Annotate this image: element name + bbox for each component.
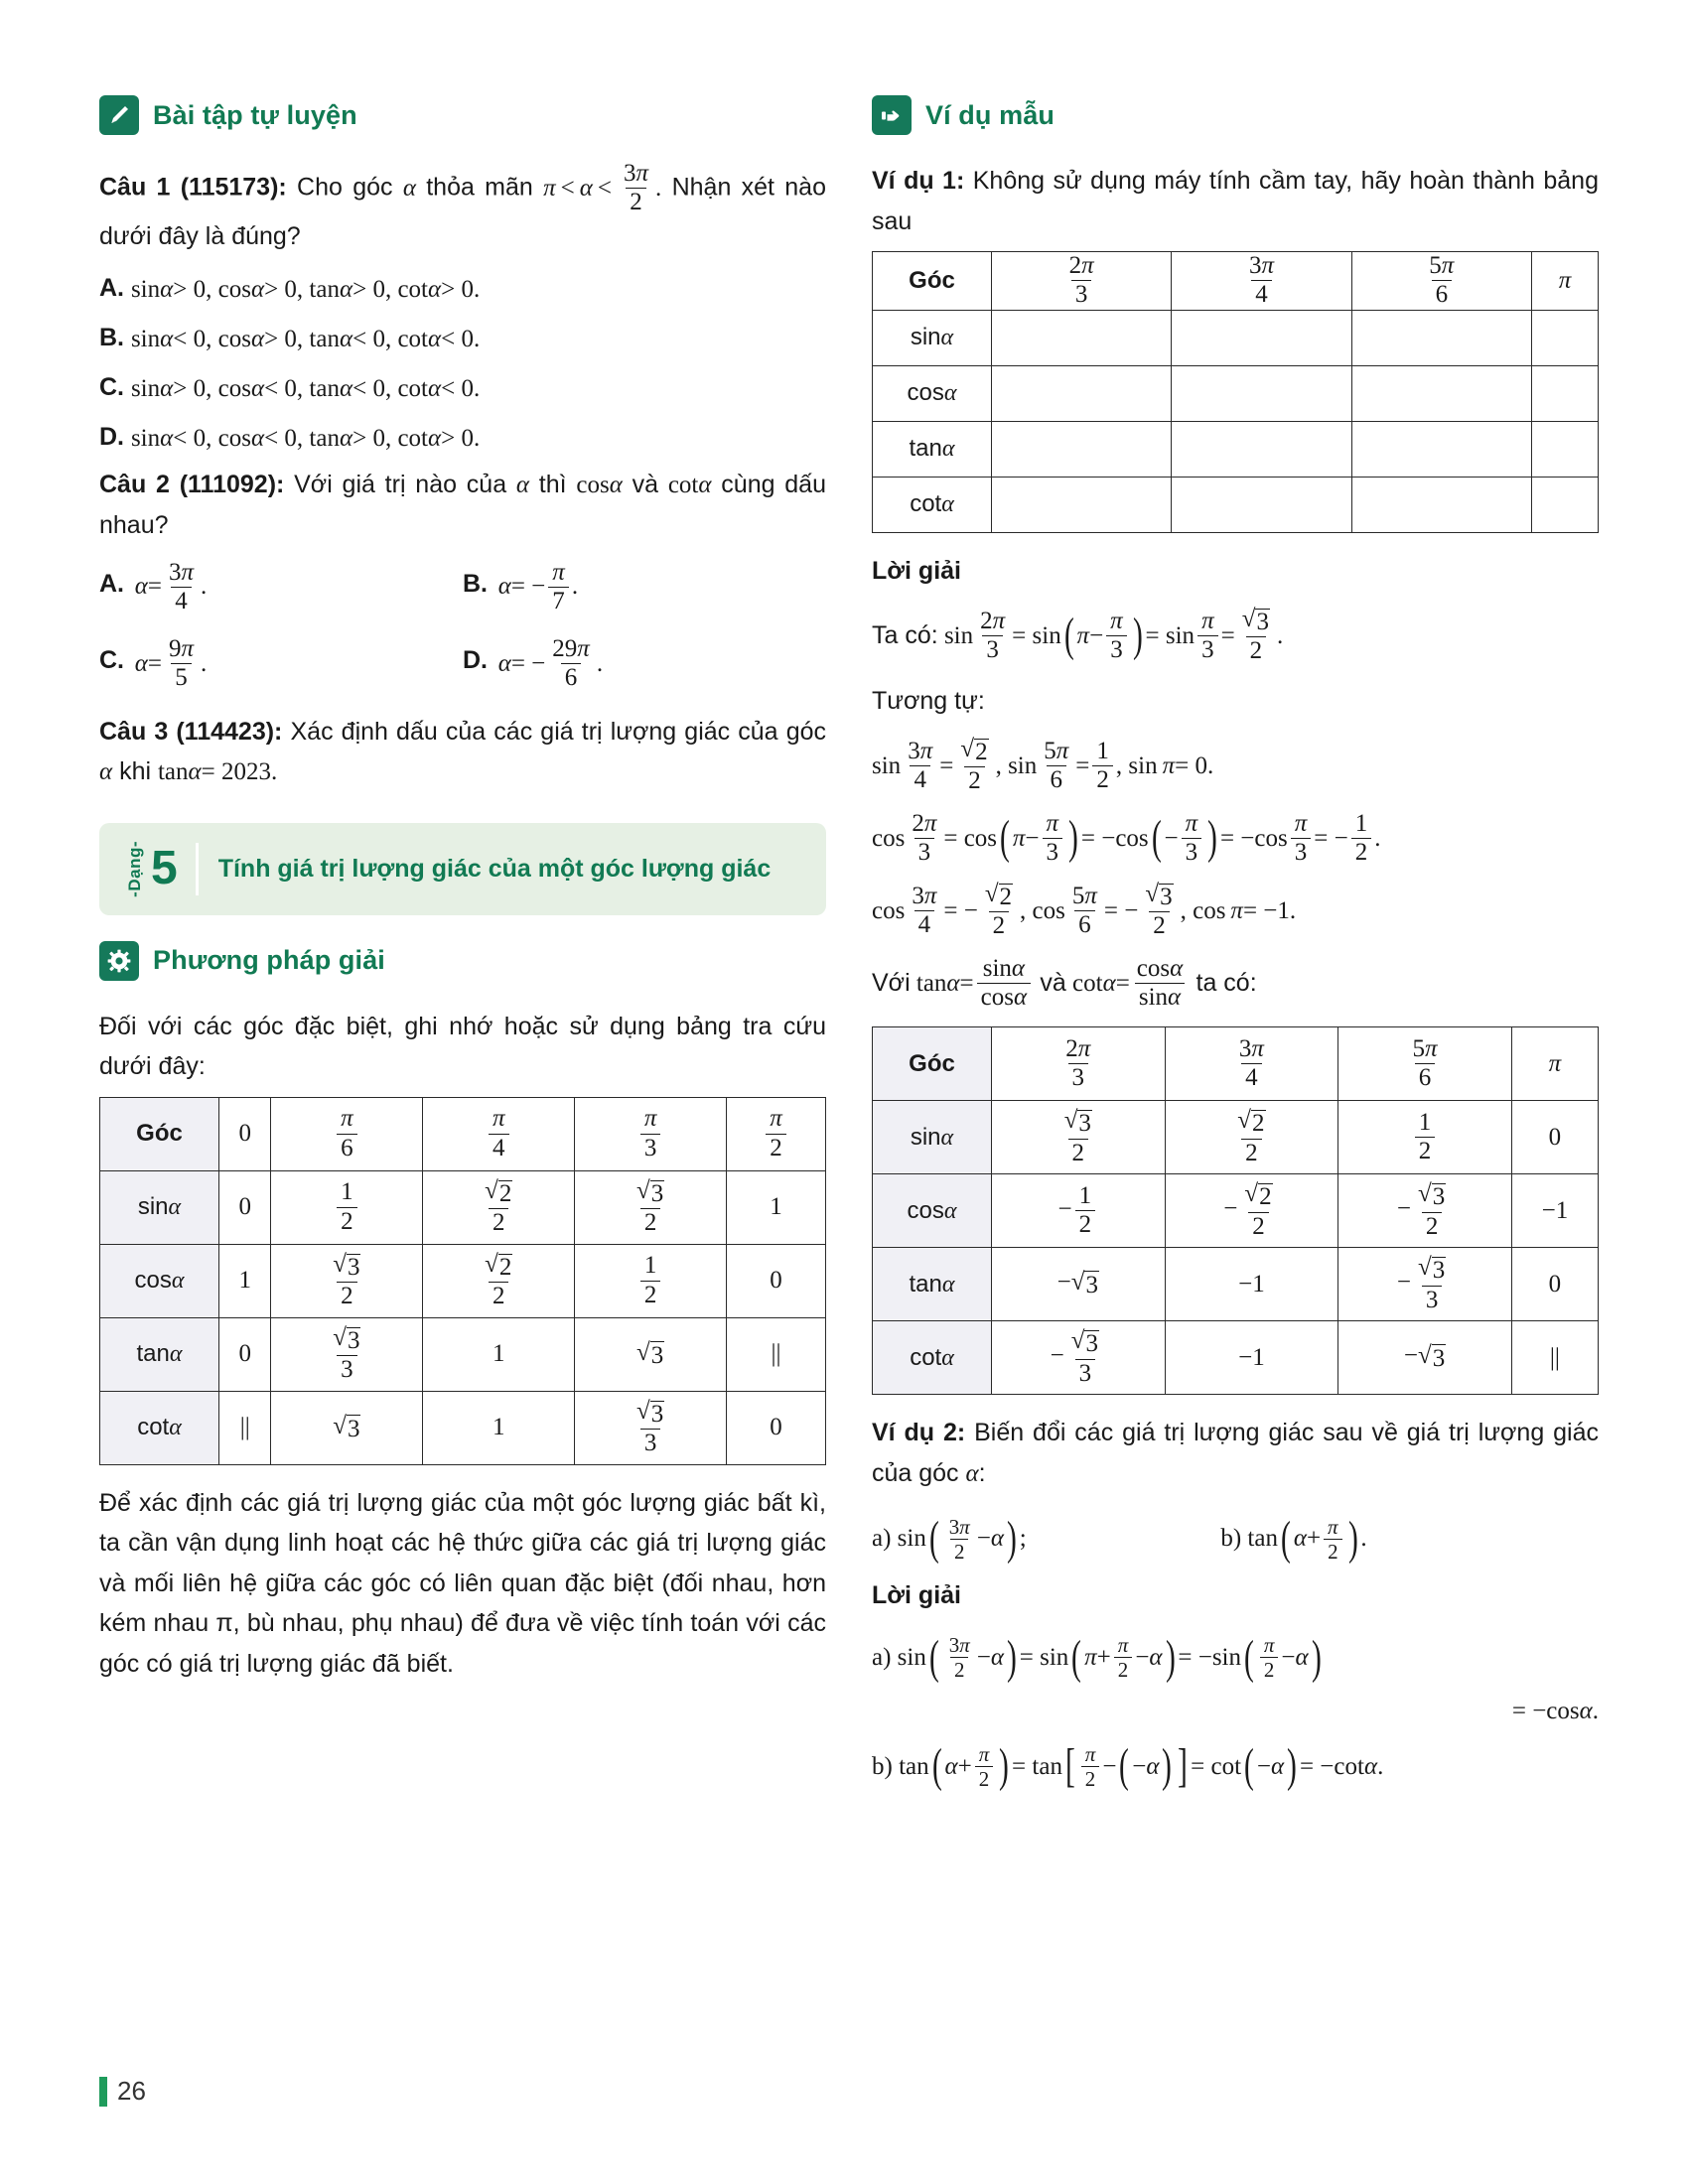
dang-number-group — [119, 841, 196, 897]
cau1-option-b: B. sin α < 0, cos α > 0, tan α < 0, cot α < 0. — [99, 324, 481, 352]
cau3-label: Câu 3 (114423): — [99, 717, 283, 746]
cau1-option-c: C. sin α > 0, cos α < 0, tan α < 0, cot α < 0. — [99, 373, 481, 402]
cau1-option-a: A. sin α > 0, cos α > 0, tan α > 0, cot α > 0. — [99, 274, 481, 303]
cell: − √ 2 2 — [1165, 1174, 1338, 1248]
left-column — [99, 95, 826, 1809]
table-header-goc: Góc — [873, 1027, 992, 1101]
vidu2-parts — [872, 1512, 1599, 1566]
cell: 0 — [727, 1244, 826, 1317]
cell: − √ 3 3 — [992, 1321, 1166, 1395]
row-label-cos: cosα — [873, 365, 992, 421]
row-label-tan: tanα — [873, 421, 992, 477]
solution-line-2: sin $\frac{3\pi}{4}$ = √ 2 2 , sin $\frac{5\pi}{6}$ = $\frac{1}{2}$ , sin π = 0. — [872, 736, 1214, 795]
cell: −1 — [1165, 1248, 1338, 1321]
loigiai-label-1: Lời giải — [872, 556, 962, 585]
cell: 1 — [727, 1170, 826, 1244]
solution-line-4: cos $\frac{3\pi}{4}$ = − √ 2 2 , cos $\frac{5\pi}{6}$ = − √ 3 2 , cos π = −1. — [872, 881, 1297, 940]
cau2-option-a: A. α = $\frac{3\pi}{4}$ . — [99, 558, 208, 614]
dang-title: Tính giá trị lượng giác của một góc lượng giác — [217, 854, 772, 883]
cell: $\frac{1}{2}$ — [271, 1170, 423, 1244]
pen-icon — [99, 95, 139, 135]
section-header-phuongphap — [99, 941, 826, 981]
solution2-line-a: a) sin ( $\frac{3\pi}{2}$ − α ) = sin ( π + $\frac{\pi}{2}$ − α ) = −sin ( $\frac{\pi}{2}$ − α ) — [872, 1631, 1322, 1684]
gear-icon — [99, 941, 139, 981]
cell: 0 — [1511, 1101, 1598, 1174]
cell: √ 2 2 — [1165, 1101, 1338, 1174]
table-row — [873, 1248, 1599, 1321]
cell — [1172, 365, 1351, 421]
table-col-3pi4: $\frac{3\pi}{4}$ — [1172, 252, 1351, 311]
cell: √ 3 3 — [575, 1391, 727, 1464]
cau2-option-d: D. α = − $\frac{29\pi}{6}$ . — [463, 635, 604, 692]
cell: √ 3 2 — [992, 1101, 1166, 1174]
row-label-cot: cotα — [100, 1391, 219, 1464]
table-row — [873, 1321, 1599, 1395]
cell: || — [219, 1391, 271, 1464]
solution-tuongtu: Tương tự: — [872, 686, 985, 715]
table-col-pi3: $\frac{\pi}{3}$ — [575, 1097, 727, 1170]
section-title: Ví dụ mẫu — [925, 99, 1055, 130]
hand-point-icon — [872, 95, 912, 135]
method-outro: Để xác định các giá trị lượng giác của một góc lượng giác bất kì, ta cần vận dụng linh hoạt các hệ thức giữa các giá trị lượng giác và mối liên hệ giữa các góc có liên quan đặc biệt (đối nhau, hơn kém nhau π, bù nhau, phụ nhau) để đưa về việc tính toán với các góc có giá trị lượng giác đã biết. — [99, 1488, 826, 1678]
row-label-tan: tanα — [873, 1248, 992, 1321]
table-row — [873, 1174, 1599, 1248]
cell: √ 3 — [271, 1391, 423, 1464]
cell: 1 — [423, 1391, 575, 1464]
vidu2-part-a: a) sin ( $\frac{3\pi}{2}$ − α ) ; — [872, 1513, 1027, 1566]
table-row — [873, 1101, 1599, 1174]
cau2-options-row-1 — [99, 560, 826, 615]
cell — [1531, 310, 1598, 365]
cell: − √ 3 — [992, 1248, 1166, 1321]
cell: || — [727, 1317, 826, 1391]
section-header-vidu — [872, 95, 1599, 135]
cell: − √ 3 — [1338, 1321, 1512, 1395]
solution-line-3: cos $\frac{2\pi}{3}$ = cos ( π − $\frac{\pi}{3}$ ) = −cos ( − $\frac{\pi}{3}$ ) = −cos $\frac{\pi}{3}$ = − $\frac{1}{2}$ . — [872, 809, 1381, 866]
table-header-goc: Góc — [873, 252, 992, 311]
table-col-pi: π — [1511, 1027, 1598, 1101]
cau2-label: Câu 2 (111092): — [99, 470, 285, 498]
vidu1-label: Ví dụ 1: — [872, 167, 965, 195]
cell — [1351, 365, 1531, 421]
table-col-pi6: $\frac{\pi}{6}$ — [271, 1097, 423, 1170]
solution-line-5: Với tan α = $\frac{\sin\alpha}{\cos\alpha}$ và cot α = $\frac{\cos\alpha}{\sin\alpha}$ ta có: — [872, 954, 1257, 1011]
table-row — [873, 477, 1599, 532]
row-label-cot: cotα — [873, 477, 992, 532]
cau1-text-c: Nhận xét nào dưới đây là đúng? — [99, 173, 826, 250]
table-row — [873, 310, 1599, 365]
cell: √ 2 2 — [423, 1170, 575, 1244]
vidu2-part-b: b) tan ( α + $\frac{\pi}{2}$ ) . — [1220, 1513, 1367, 1566]
cell: √ 3 — [575, 1317, 727, 1391]
table-row — [873, 421, 1599, 477]
cell: $\frac{1}{2}$ — [1338, 1101, 1512, 1174]
dang-number: 5 — [151, 842, 178, 895]
cau1-label: Câu 1 (115173): — [99, 173, 287, 202]
solution2-line-a2: = −cos α . — [1511, 1697, 1599, 1724]
table-row — [100, 1391, 826, 1464]
row-label-cos: cosα — [100, 1244, 219, 1317]
table-col-5pi6: $\frac{5\pi}{6}$ — [1351, 252, 1531, 311]
cell: 0 — [1511, 1248, 1598, 1321]
cell — [992, 365, 1172, 421]
cau1-option-d: D. sin α < 0, cos α < 0, tan α > 0, cot α > 0. — [99, 423, 481, 453]
cell — [1531, 421, 1598, 477]
table-row-header — [873, 1027, 1599, 1101]
right-column — [872, 95, 1599, 1809]
special-angles-table — [99, 1097, 826, 1465]
cell — [1531, 365, 1598, 421]
cell — [1351, 421, 1531, 477]
page-number-value: 26 — [117, 2076, 146, 2106]
cell: √ 3 2 — [271, 1244, 423, 1317]
table-row — [873, 365, 1599, 421]
cau1-text-b: thỏa mãn — [426, 173, 533, 202]
row-label-sin: sinα — [873, 1101, 992, 1174]
table-row — [100, 1170, 826, 1244]
loigiai-label-2: Lời giải — [872, 1581, 962, 1610]
table-row — [100, 1244, 826, 1317]
cell: − √ 3 2 — [1338, 1174, 1512, 1248]
dang-banner — [99, 823, 826, 915]
cau1-statement: Câu 1 (115173): Cho góc α thỏa mãn π < α < $\frac{3\pi}{2}$ . Nhận xét nào dưới đây là đúng? — [99, 160, 826, 250]
vidu1-statement — [872, 161, 1599, 241]
cau2-option-b: B. α = − $\frac{\pi}{7}$ . — [463, 558, 579, 614]
table-col-2pi3: $\frac{2\pi}{3}$ — [992, 1027, 1166, 1101]
table-row — [100, 1317, 826, 1391]
vidu2-label: Ví dụ 2: — [872, 1419, 966, 1446]
vidu1-text: Không sử dụng máy tính cầm tay, hãy hoàn thành bảng sau — [872, 167, 1599, 235]
row-label-cot: cotα — [873, 1321, 992, 1395]
cau1-text-a: Cho góc — [297, 173, 393, 202]
cell — [992, 310, 1172, 365]
cell: $\frac{1}{2}$ — [575, 1244, 727, 1317]
table-row-header — [100, 1097, 826, 1170]
row-label-sin: sinα — [100, 1170, 219, 1244]
row-label-cos: cosα — [873, 1174, 992, 1248]
cell: 0 — [219, 1170, 271, 1244]
cell — [1531, 477, 1598, 532]
table-col-pi: π — [1531, 252, 1598, 311]
blank-values-table — [872, 251, 1599, 533]
cell: − $\frac{1}{2}$ — [992, 1174, 1166, 1248]
cell — [1172, 421, 1351, 477]
cell: 1 — [423, 1317, 575, 1391]
table-col-pi4: $\frac{\pi}{4}$ — [423, 1097, 575, 1170]
dang-divider — [196, 843, 199, 895]
cell: || — [1511, 1321, 1598, 1395]
cell: 0 — [219, 1317, 271, 1391]
cell: √ 3 2 — [575, 1170, 727, 1244]
table-col-pi2: $\frac{\pi}{2}$ — [727, 1097, 826, 1170]
table-col-0: 0 — [219, 1097, 271, 1170]
dang-word: -Dạng- — [125, 840, 144, 897]
table-col-2pi3: $\frac{2\pi}{3}$ — [992, 252, 1172, 311]
page-number-bar — [99, 2077, 107, 2107]
cell: 0 — [727, 1391, 826, 1464]
cau2-statement: Câu 2 (111092): Với giá trị nào của α thì cos α và cot α cùng dấu nhau? — [99, 470, 826, 540]
solution-line-1: Ta có: sin $\frac{2\pi}{3}$ = sin ( π − $\frac{\pi}{3}$ ) = sin $\frac{\pi}{3}$ = √ 3 2 . — [872, 606, 1284, 665]
method-intro: Đối với các góc đặc biệt, ghi nhớ hoặc sử dụng bảng tra cứu dưới đây: — [99, 1012, 826, 1081]
table-col-3pi4: $\frac{3\pi}{4}$ — [1165, 1027, 1338, 1101]
cell: √ 2 2 — [423, 1244, 575, 1317]
table-col-5pi6: $\frac{5\pi}{6}$ — [1338, 1027, 1512, 1101]
cell — [992, 477, 1172, 532]
cau2-options-row-2 — [99, 636, 826, 692]
section-header-baitap — [99, 95, 826, 135]
cell: − √ 3 3 — [1338, 1248, 1512, 1321]
cell — [1351, 477, 1531, 532]
cau2-option-c: C. α = $\frac{9\pi}{5}$ . — [99, 635, 208, 692]
cell — [1351, 310, 1531, 365]
cell — [992, 421, 1172, 477]
table-row-header — [873, 252, 1599, 311]
row-label-tan: tanα — [100, 1317, 219, 1391]
cell — [1172, 477, 1351, 532]
table-header-goc: Góc — [100, 1097, 219, 1170]
cell — [1172, 310, 1351, 365]
vidu2-statement: Ví dụ 2: Biến đổi các giá trị lượng giác sau về giá trị lượng giác của góc α: — [872, 1419, 1599, 1487]
section-title: Phương pháp giải — [153, 945, 385, 976]
cau3-statement: Câu 3 (114423): Xác định dấu của các giá trị lượng giác của góc α khi tan α = 2023. — [99, 717, 826, 786]
cell: √ 3 3 — [271, 1317, 423, 1391]
cell: −1 — [1511, 1174, 1598, 1248]
section-title: Bài tập tự luyện — [153, 99, 357, 130]
cell: 1 — [219, 1244, 271, 1317]
page-number — [99, 2076, 146, 2107]
row-label-sin: sinα — [873, 310, 992, 365]
solution2-line-b: b) tan ( α + $\frac{\pi}{2}$ ) = tan [ $\frac{\pi}{2}$ − ( − α ) ] = cot ( − α ) = −cot α . — [872, 1740, 1384, 1793]
cell: −1 — [1165, 1321, 1338, 1395]
filled-values-table — [872, 1026, 1599, 1395]
